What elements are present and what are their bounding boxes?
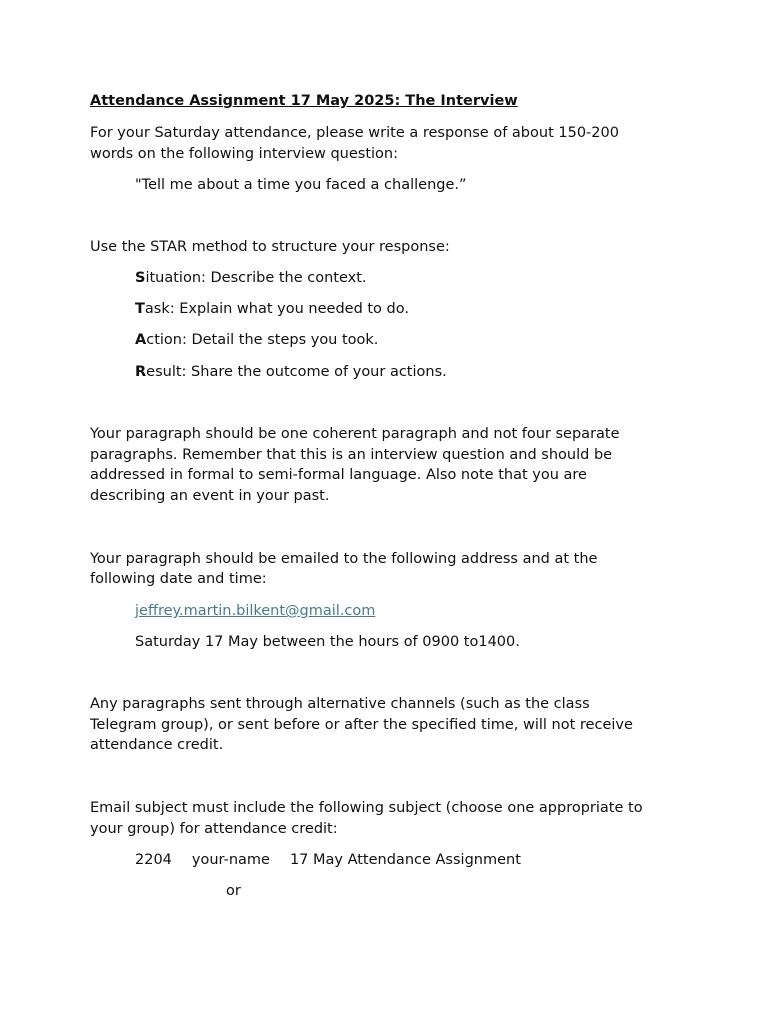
subject-group: 2204 — [135, 852, 172, 868]
star-letter-s: S — [135, 270, 146, 286]
subject-instructions-line-2: your group) for attendance credit: — [90, 821, 338, 837]
star-letter-r: R — [135, 364, 147, 380]
or-separator: or — [226, 883, 241, 899]
subject-text: 17 May Attendance Assignment — [289, 852, 521, 868]
star-letter-a: A — [135, 332, 147, 348]
channels-warning-line-1: Any paragraphs sent through alternative channels (such as the class — [90, 696, 590, 712]
subject-instructions-line-1: Email subject must include the following subject (choose one appropriate to — [90, 800, 643, 816]
paragraph-note-line-3: addressed in formal to semi-formal language. Also note that you are — [90, 467, 587, 483]
email-address-link[interactable]: jeffrey.martin.bilkent@gmail.com — [135, 603, 376, 619]
star-text-action: ction: Detail the steps you took. — [146, 332, 379, 348]
star-letter-t: T — [135, 301, 145, 317]
subject-name: your-name — [191, 852, 270, 868]
document-title: Attendance Assignment 17 May 2025: The Interview — [90, 93, 518, 109]
intro-line-1: For your Saturday attendance, please write a response of about 150-200 — [90, 125, 619, 141]
paragraph-note-line-4: describing an event in your past. — [90, 488, 330, 504]
intro-line-2: words on the following interview question: — [90, 146, 398, 162]
subject-example — [135, 850, 521, 871]
star-item-situation — [135, 268, 367, 289]
email-instructions-line-2: following date and time: — [90, 571, 267, 587]
interview-question: "Tell me about a time you faced a challenge.” — [135, 177, 467, 193]
star-intro: Use the STAR method to structure your response: — [90, 239, 450, 255]
email-address-line — [135, 601, 375, 622]
star-item-task — [135, 299, 409, 320]
channels-warning-line-2: Telegram group), or sent before or after the specified time, will not receive — [90, 717, 633, 733]
paragraph-note-line-1: Your paragraph should be one coherent paragraph and not four separate — [90, 426, 620, 442]
channels-warning-line-3: attendance credit. — [90, 737, 224, 753]
email-instructions-line-1: Your paragraph should be emailed to the following address and at the — [90, 551, 598, 567]
star-item-result — [135, 362, 447, 383]
star-text-result: esult: Share the outcome of your actions. — [146, 364, 447, 380]
star-text-task: ask: Explain what you needed to do. — [144, 301, 409, 317]
time-window: Saturday 17 May between the hours of 0900 to1400. — [135, 634, 520, 650]
star-item-action — [135, 330, 378, 351]
star-text-situation: ituation: Describe the context. — [145, 270, 367, 286]
paragraph-note-line-2: paragraphs. Remember that this is an interview question and should be — [90, 447, 613, 463]
